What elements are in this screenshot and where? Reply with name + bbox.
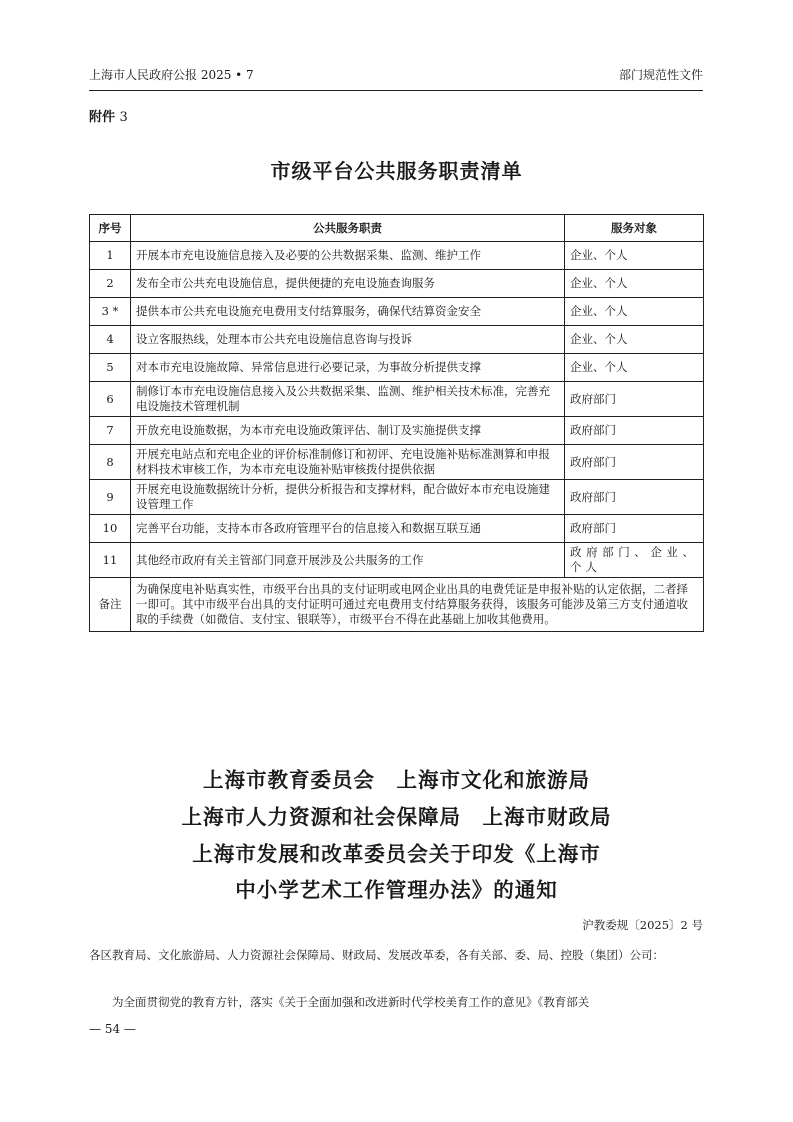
row-duty: 开展本市充电设施信息接入及必要的公共数据采集、监测、维护工作 <box>131 242 565 270</box>
row-duty: 开放充电设施数据，为本市充电设施政策评估、制订及实施提供支撑 <box>131 417 565 445</box>
row-duty: 制修订本市充电设施信息接入及公共数据采集、监测、维护相关技术标准，完善充电设施技术管理机制 <box>131 382 565 417</box>
row-duty: 对本市充电设施故障、异常信息进行必要记录，为事故分析提供支撑 <box>131 354 565 382</box>
row-target: 政府部门 <box>565 515 704 543</box>
table-row <box>90 515 704 543</box>
running-header-left: 上海市人民政府公报 2025 • 7 <box>89 68 254 82</box>
page-number: — 54 — <box>89 1022 136 1036</box>
row-duty: 其他经市政府有关主管部门同意开展涉及公共服务的工作 <box>131 543 565 578</box>
row-target: 政府部门 <box>565 382 704 417</box>
row-target: 政府部门 <box>565 480 704 515</box>
notice-title-line: 上海市人力资源和社会保障局 上海市财政局 <box>181 804 612 829</box>
notice-title-line: 中小学艺术工作管理办法》的通知 <box>235 878 558 903</box>
note-row <box>90 578 704 632</box>
duty-table <box>89 214 704 632</box>
annex-word: 附件 <box>89 110 116 125</box>
table-row <box>90 270 704 298</box>
annex-label <box>89 106 128 125</box>
row-target: 企业、个人 <box>565 326 704 354</box>
table-row <box>90 354 704 382</box>
row-duty: 提供本市公共充电设施充电费用支付结算服务，确保代结算资金安全 <box>131 298 565 326</box>
table-row <box>90 326 704 354</box>
addressee: 各区教育局、文化旅游局、人力资源社会保障局、财政局、发展改革委，各有关部、委、局、控股（集团）公司： <box>89 948 664 962</box>
table-row <box>90 298 704 326</box>
table-row <box>90 417 704 445</box>
annex-number: 3 <box>119 110 128 125</box>
row-target: 政府部门、企业、个人 <box>565 543 704 578</box>
row-target: 政府部门 <box>565 417 704 445</box>
header-rule <box>89 90 703 91</box>
row-number: 7 <box>90 417 131 445</box>
notice-title-line: 上海市发展和改革委员会关于印发《上海市 <box>192 841 601 866</box>
table-row <box>90 382 704 417</box>
header-duty: 公共服务职责 <box>131 215 565 242</box>
row-number: 11 <box>90 543 131 578</box>
row-target: 企业、个人 <box>565 242 704 270</box>
row-number: 5 <box>90 354 131 382</box>
table-row <box>90 242 704 270</box>
notice-title-line: 上海市教育委员会 上海市文化和旅游局 <box>203 768 590 792</box>
row-number: 9 <box>90 480 131 515</box>
notice-title <box>0 762 793 909</box>
table-row <box>90 445 704 480</box>
row-duty: 开展充电设施数据统计分析，提供分析报告和支撑材料，配合做好本市充电设施建设管理工作 <box>131 480 565 515</box>
row-duty: 完善平台功能，支持本市各政府管理平台的信息接入和数据互联互通 <box>131 515 565 543</box>
header-target: 服务对象 <box>565 215 704 242</box>
row-number: 8 <box>90 445 131 480</box>
row-number: 3 * <box>90 298 131 326</box>
table-row <box>90 543 704 578</box>
row-target: 企业、个人 <box>565 354 704 382</box>
header-seq: 序号 <box>90 215 131 242</box>
row-number: 4 <box>90 326 131 354</box>
table-row <box>90 480 704 515</box>
row-target: 企业、个人 <box>565 298 704 326</box>
row-duty: 设立客服热线，处理本市公共充电设施信息咨询与投诉 <box>131 326 565 354</box>
row-target: 企业、个人 <box>565 270 704 298</box>
row-number: 2 <box>90 270 131 298</box>
note-text: 为确保度电补贴真实性，市级平台出具的支付证明或电网企业出具的电费凭证是申报补贴的认定依据，二者择一即可。其中市级平台出具的支付证明可通过充电费用支付结算服务获得，该服务可能涉及第三方支付通道收取的手续费（如微信、支付宝、银联等），市级平台不得在此基础上加收其他费用。 <box>131 578 704 632</box>
row-duty: 开展充电站点和充电企业的评价标准制修订和初评、充电设施补贴标准测算和申报材料技术审核工作，为本市充电设施补贴审核拨付提供依据 <box>131 445 565 480</box>
row-number: 1 <box>90 242 131 270</box>
document-number: 沪教委规〔2025〕2 号 <box>582 918 703 932</box>
row-number: 6 <box>90 382 131 417</box>
table-header-row <box>90 215 704 242</box>
body-paragraph: 为全面贯彻党的教育方针，落实《关于全面加强和改进新时代学校美育工作的意见》《教育部关 <box>112 995 590 1009</box>
row-target: 政府部门 <box>565 445 704 480</box>
row-number: 10 <box>90 515 131 543</box>
note-label: 备注 <box>90 578 131 632</box>
running-header-right: 部门规范性文件 <box>618 68 703 82</box>
row-duty: 发布全市公共充电设施信息，提供便捷的充电设施查询服务 <box>131 270 565 298</box>
page-title: 市级平台公共服务职责清单 <box>270 159 523 183</box>
